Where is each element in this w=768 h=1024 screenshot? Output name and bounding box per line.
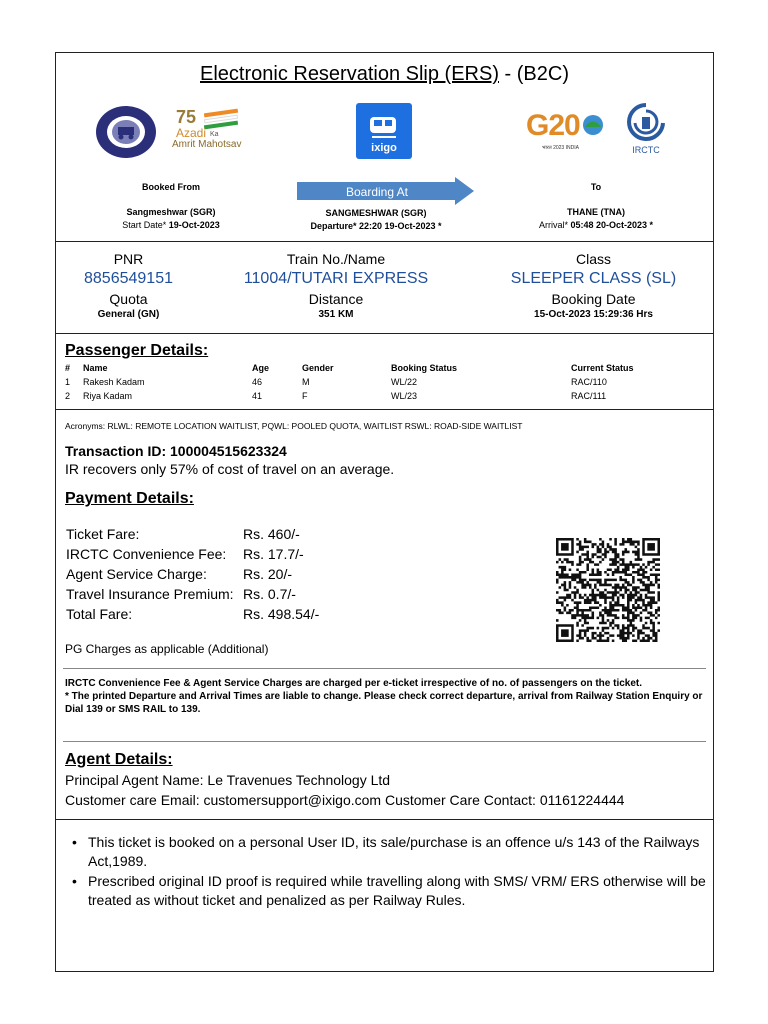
to-block	[496, 181, 696, 232]
total-fare-label: Total Fare:	[66, 606, 133, 622]
table-cell: 2	[65, 391, 71, 401]
quota-label: Quota	[109, 291, 148, 307]
convenience-fee-value: Rs. 17.7/-	[243, 546, 304, 562]
divider	[56, 819, 713, 820]
azadi-word: Azadi	[176, 126, 207, 140]
title-main: Electronic Reservation Slip (ERS)	[200, 63, 499, 85]
col-header-age: Age	[252, 363, 270, 373]
table-cell: WL/23	[391, 391, 418, 401]
pnr-block	[56, 250, 201, 322]
qr-code	[554, 538, 662, 642]
insurance-premium-label: Travel Insurance Premium:	[66, 586, 234, 602]
irctc-text: IRCTC	[632, 145, 660, 155]
departure-time: Departure* 22:20 19-Oct-2023 *	[310, 221, 442, 231]
quota-value: General (GN)	[97, 309, 160, 320]
acronyms-line: Acronyms: RLWL: REMOTE LOCATION WAITLIST, PQWL: POOLED QUOTA, WAITLIST RSWL: ROAD-SIDE WAITLIST	[65, 421, 523, 431]
divider	[56, 409, 713, 410]
class-value: SLEEPER CLASS (SL)	[510, 270, 677, 287]
to-label: To	[590, 182, 602, 192]
cost-recovery-note: IR recovers only 57% of cost of travel on an average.	[65, 461, 395, 477]
customer-care-contact: Customer care Email: customersupport@ixigo.com Customer Care Contact: 01161224444	[65, 792, 625, 808]
to-station: THANE (TNA)	[567, 207, 625, 217]
col-header-booking-status: Booking Status	[391, 363, 458, 373]
title-suffix: - (B2C)	[499, 63, 569, 85]
col-header-current-status: Current Status	[571, 363, 634, 373]
list-item: • This ticket is booked on a personal User ID, its sale/purchase is an offence u/s 143 of the Railways Act,1989.	[66, 833, 706, 871]
col-header-name: Name	[83, 363, 108, 373]
pnr-value: 8856549151	[84, 270, 173, 287]
g20-text: G20	[526, 109, 580, 142]
ixigo-logo	[356, 103, 412, 159]
arrival-line	[496, 219, 696, 232]
boarding-at-arrow	[297, 177, 475, 205]
train-block	[206, 250, 466, 322]
azadi-75: 75	[176, 107, 197, 127]
pg-charges-note: PG Charges as applicable (Additional)	[65, 642, 269, 656]
timing-note: * The printed Departure and Arrival Times are liable to change. Please check correct departure, arrival from Railway Station Enquiry or Dial 139 or SMS RAIL to 139.	[65, 691, 703, 715]
ixigo-text: ixigo	[371, 142, 397, 154]
agent-service-charge-label: Agent Service Charge:	[66, 566, 207, 582]
distance-value: 351 KM	[318, 309, 354, 320]
table-cell: F	[302, 391, 308, 401]
ticket-fare-value: Rs. 460/-	[243, 526, 300, 542]
from-station: Sangmeshwar (SGR)	[126, 207, 216, 217]
indian-railways-logo	[94, 105, 158, 164]
convenience-fee-label: IRCTC Convenience Fee:	[66, 546, 227, 562]
insurance-premium-value: Rs. 0.7/-	[243, 586, 296, 602]
col-header-gender: Gender	[302, 363, 334, 373]
divider	[63, 668, 706, 669]
boarding-block	[276, 207, 476, 233]
ers-ticket	[55, 52, 714, 972]
azadi-ka: Ka	[210, 131, 219, 138]
divider	[56, 333, 713, 334]
booked-from-block	[71, 181, 271, 232]
col-header-number: #	[65, 363, 71, 373]
g20-sub: भारत 2023 INDIA	[542, 145, 579, 151]
transaction-id: Transaction ID: 100004515623324	[65, 443, 287, 459]
class-block	[476, 250, 711, 322]
convenience-fee-note: IRCTC Convenience Fee & Agent Service Charges are charged per e-ticket irrespective of no. of passengers on the ticket.	[65, 678, 643, 689]
passenger-table	[56, 363, 713, 405]
ticket-fare-label: Ticket Fare:	[66, 526, 140, 542]
pnr-label: PNR	[113, 251, 144, 267]
divider	[63, 741, 706, 742]
class-label: Class	[575, 251, 611, 267]
agent-service-charge-value: Rs. 20/-	[243, 566, 293, 582]
agent-details-heading: Agent Details:	[65, 751, 173, 768]
booking-date-label: Booking Date	[551, 291, 636, 307]
agent-details	[65, 770, 624, 810]
start-date-label: Start Date*	[122, 220, 169, 230]
divider	[56, 241, 713, 242]
start-date: 19-Oct-2023	[168, 220, 220, 230]
total-fare-value: Rs. 498.54/-	[243, 606, 320, 622]
terms-list	[66, 833, 706, 911]
table-cell: RAC/111	[571, 391, 607, 401]
list-item: • Prescribed original ID proof is required while travelling along with SMS/ VRM/ ERS otherwise will be treated as without ticket and penalized as per Railway Rules.	[66, 872, 706, 910]
payment-details-heading: Payment Details:	[65, 490, 194, 507]
train-label: Train No./Name	[286, 251, 386, 267]
train-value: 11004/TUTARI EXPRESS	[243, 270, 429, 287]
azadi-amrit-mahotsav: Amrit Mahotsav	[172, 139, 242, 150]
azadi-ka-amrit-mahotsav-logo	[172, 107, 252, 159]
fee-notes	[65, 677, 705, 716]
booking-date-value: 15-Oct-2023 15:29:36 Hrs	[534, 309, 653, 320]
arrival-label: Arrival*	[538, 220, 571, 230]
table-cell: Riya Kadam	[83, 391, 133, 401]
passenger-details-heading: Passenger Details:	[65, 342, 209, 359]
arrival-time: 05:48 20-Oct-2023 *	[570, 220, 654, 230]
distance-label: Distance	[308, 291, 364, 307]
page-title	[56, 63, 713, 86]
table-cell: 1	[65, 377, 71, 387]
table-cell: WL/22	[391, 377, 418, 387]
table-cell: Rakesh Kadam	[83, 377, 145, 387]
table-cell: 41	[252, 391, 263, 401]
table-cell: M	[302, 377, 310, 387]
irctc-logo	[622, 103, 670, 159]
g20-logo	[524, 109, 608, 155]
booked-from-label: Booked From	[141, 182, 200, 192]
boarding-at-label: Boarding At	[345, 185, 409, 199]
boarding-station: SANGMESHWAR (SGR)	[325, 208, 427, 218]
table-cell: RAC/110	[571, 377, 607, 387]
table-cell: 46	[252, 377, 263, 387]
principal-agent-name: Principal Agent Name: Le Travenues Technology Ltd	[65, 772, 391, 788]
start-date-line	[71, 219, 271, 232]
